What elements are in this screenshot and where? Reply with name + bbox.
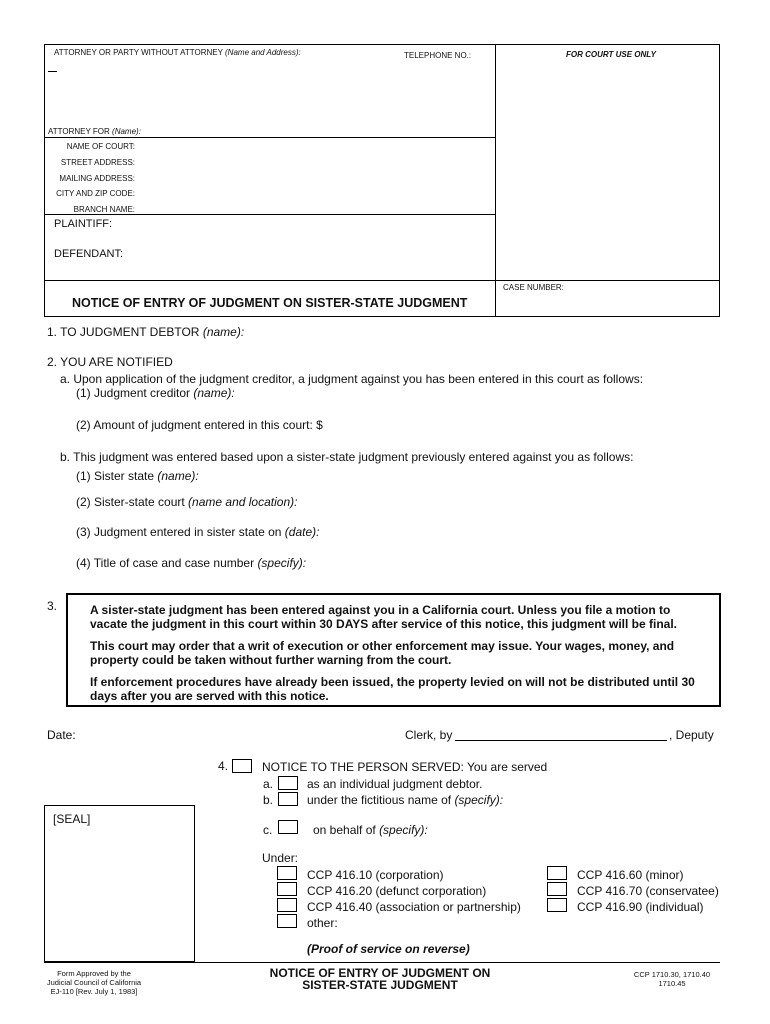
form-title: NOTICE OF ENTRY OF JUDGMENT ON SISTER-STATE JUDGMENT xyxy=(72,296,468,310)
warning-paragraph-1: A sister-state judgment has been entered against you in a California court. Unless you file a motion to vacate the judgment in this court within 30 DAYS after service of this notice, this judgment will be final. xyxy=(90,603,677,631)
attorney-for-italic: (Name): xyxy=(112,127,141,136)
item-2a1-text: (1) Judgment creditor xyxy=(76,386,191,400)
item-2b2-italic: (name and location): xyxy=(188,495,298,509)
ccp-416-40-checkbox[interactable] xyxy=(277,898,297,912)
ccp-416-10-checkbox[interactable] xyxy=(277,866,297,880)
footer-title-line-2: SISTER-STATE JUDGMENT xyxy=(302,978,458,992)
option-c xyxy=(313,823,428,837)
item-2b4 xyxy=(76,556,306,570)
item-4-number: 4. xyxy=(218,759,229,773)
item-2b2 xyxy=(76,495,297,509)
option-a-letter: a. xyxy=(263,777,274,791)
proof-of-service-note: (Proof of service on reverse) xyxy=(307,942,470,956)
other-label: other: xyxy=(307,916,338,930)
footer-rule xyxy=(44,962,720,963)
mailing-address-label: MAILING ADDRESS: xyxy=(59,174,135,183)
attorney-label xyxy=(54,48,301,57)
option-a-text: as an individual judgment debtor. xyxy=(307,777,483,791)
ccp-416-60-label: CCP 416.60 (minor) xyxy=(577,868,684,882)
option-b-italic: (specify): xyxy=(454,793,504,807)
warning-paragraph-2: This court may order that a writ of execution or other enforcement may issue. Your wages, money, and property could be taken without further warning from the court. xyxy=(90,639,675,667)
item-2a2: (2) Amount of judgment entered in this court: $ xyxy=(76,418,323,432)
form-approved-line-3: EJ-110 [Rev. July 1, 1983] xyxy=(50,987,138,996)
item-2b1-text: (1) Sister state xyxy=(76,469,155,483)
form-approved xyxy=(24,969,164,996)
footer-codes xyxy=(612,970,732,988)
court-use-label: FOR COURT USE ONLY xyxy=(566,50,656,59)
deputy-label: , Deputy xyxy=(669,728,714,742)
item-2a: a. Upon application of the judgment creditor, a judgment against you has been entered in this court as follows: xyxy=(60,372,644,386)
option-c-letter: c. xyxy=(263,823,273,837)
option-b xyxy=(307,793,503,807)
form-approved-line-2: Judicial Council of California xyxy=(46,978,142,987)
item-2b2-text: (2) Sister-state court xyxy=(76,495,185,509)
option-b-text: under the fictitious name of xyxy=(307,793,452,807)
item-2a1-italic: (name): xyxy=(193,386,235,400)
option-c-text: on behalf of xyxy=(313,823,376,837)
notice-heading: NOTICE TO THE PERSON SERVED: You are served xyxy=(262,760,548,774)
warning-box xyxy=(66,593,721,707)
item-2b: b. This judgment was entered based upon a sister-state judgment previously entered against you as follows: xyxy=(60,450,634,464)
attorney-label-text: ATTORNEY OR PARTY WITHOUT ATTORNEY xyxy=(54,48,223,57)
item-2b4-italic: (specify): xyxy=(257,556,307,570)
item-2b3-text: (3) Judgment entered in sister state on xyxy=(76,525,282,539)
attorney-for-label xyxy=(48,127,141,136)
attorney-label-italic: (Name and Address): xyxy=(225,48,301,57)
ccp-416-20-label: CCP 416.20 (defunct corporation) xyxy=(307,884,487,898)
ccp-416-60-checkbox[interactable] xyxy=(547,866,567,880)
defendant-label: DEFENDANT: xyxy=(54,248,124,260)
ccp-416-20-checkbox[interactable] xyxy=(277,882,297,896)
footer-codes-line-2: 1710.45 xyxy=(658,979,686,988)
item-2b1 xyxy=(76,469,199,483)
item-3-number: 3. xyxy=(47,599,58,613)
ccp-416-40-label: CCP 416.40 (association or partnership) xyxy=(307,900,521,914)
clerk-label: Clerk, by xyxy=(405,728,453,742)
item-2: 2. YOU ARE NOTIFIED xyxy=(47,355,173,369)
other-checkbox[interactable] xyxy=(277,914,297,928)
under-label: Under: xyxy=(262,851,299,865)
item-2b3 xyxy=(76,525,319,539)
court-name-label: NAME OF COURT: xyxy=(66,142,135,151)
item-2b3-italic: (date): xyxy=(284,525,320,539)
plaintiff-label: PLAINTIFF: xyxy=(54,218,113,230)
city-zip-label: CITY AND ZIP CODE: xyxy=(56,189,135,198)
item-1-text: 1. TO JUDGMENT DEBTOR xyxy=(47,325,200,339)
ccp-416-90-checkbox[interactable] xyxy=(547,898,567,912)
option-c-checkbox[interactable] xyxy=(278,820,298,834)
date-label: Date: xyxy=(47,728,76,742)
ccp-416-10-label: CCP 416.10 (corporation) xyxy=(307,868,444,882)
case-number-label: CASE NUMBER: xyxy=(503,283,564,292)
footer-title-line-1: NOTICE OF ENTRY OF JUDGMENT ON xyxy=(269,966,491,980)
ccp-416-70-label: CCP 416.70 (conservatee) xyxy=(577,884,719,898)
option-b-letter: b. xyxy=(263,793,274,807)
item-2b4-text: (4) Title of case and case number xyxy=(76,556,255,570)
telephone-label: TELEPHONE NO.: xyxy=(404,51,472,60)
seal-box xyxy=(44,805,195,962)
item-1 xyxy=(47,325,244,339)
ccp-416-70-checkbox[interactable] xyxy=(547,882,567,896)
warning-paragraph-3: If enforcement procedures have already been issued, the property levied on will not be distributed until 30 days after you are served with this notice. xyxy=(90,675,695,703)
footer-title xyxy=(230,967,530,991)
street-address-label: STREET ADDRESS: xyxy=(60,158,135,167)
item-4-checkbox[interactable] xyxy=(232,759,252,773)
item-2a1 xyxy=(76,386,235,400)
footer-codes-line-1: CCP 1710.30, 1710.40 xyxy=(633,970,711,979)
clerk-signature-line[interactable] xyxy=(455,740,667,741)
form-approved-line-1: Form Approved by the xyxy=(57,969,131,978)
attorney-for-text: ATTORNEY FOR xyxy=(48,127,110,136)
item-1-italic: (name): xyxy=(202,325,245,339)
option-a-checkbox[interactable] xyxy=(278,776,298,790)
option-c-italic: (specify): xyxy=(379,823,428,837)
branch-name-label: BRANCH NAME: xyxy=(73,205,135,214)
item-2b1-italic: (name): xyxy=(157,469,199,483)
option-b-checkbox[interactable] xyxy=(278,792,298,806)
seal-label: [SEAL] xyxy=(53,812,91,826)
ccp-416-90-label: CCP 416.90 (individual) xyxy=(577,900,704,914)
